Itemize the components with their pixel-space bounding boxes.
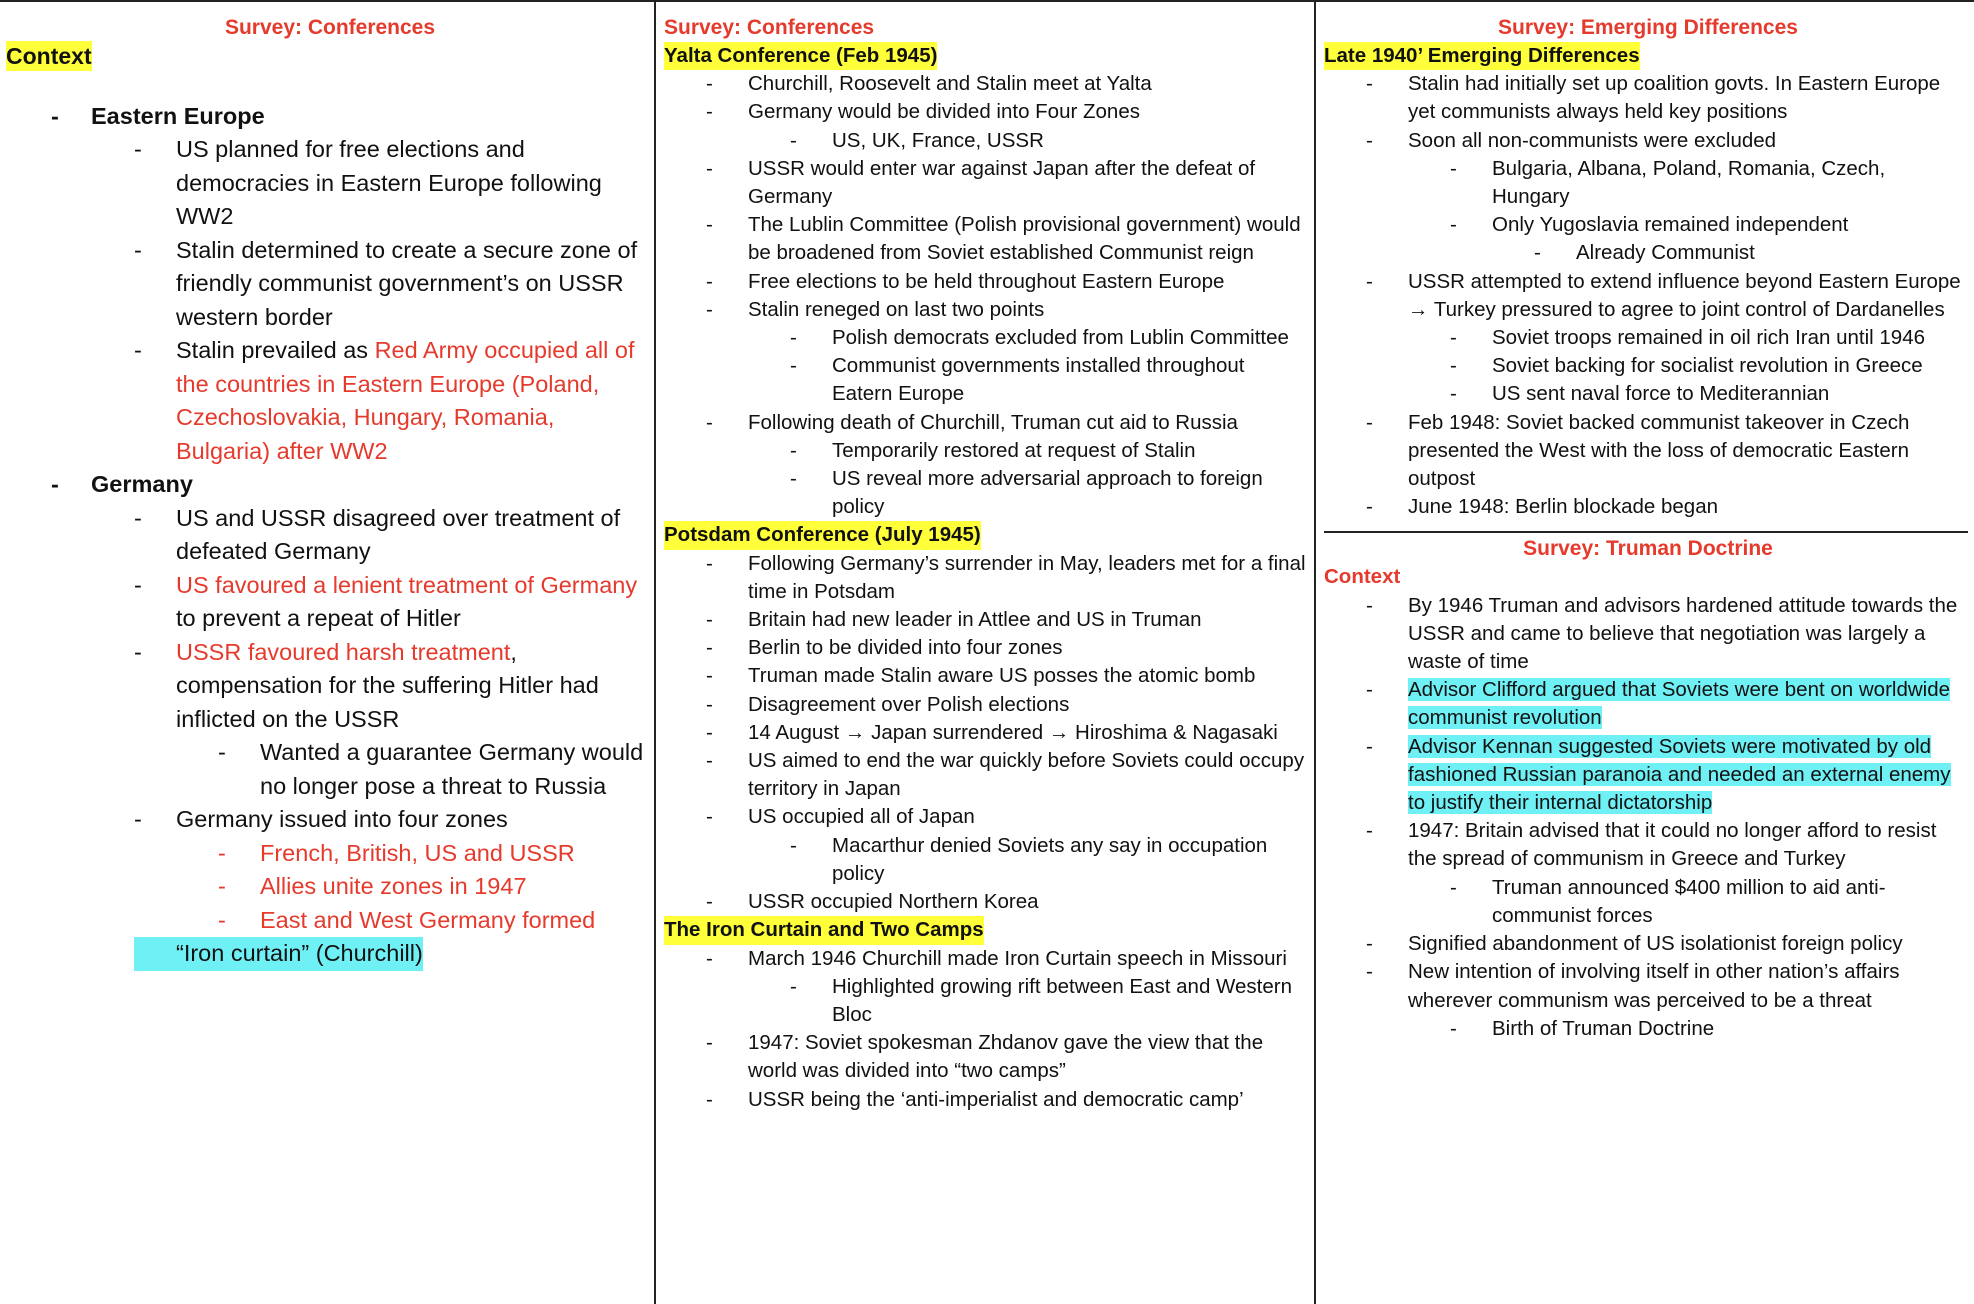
list-item: - US, UK, France, USSR	[664, 127, 1314, 155]
column-emerging-differences	[1316, 2, 1972, 1304]
bullet-list	[1324, 592, 1972, 1043]
list-item: - Truman announced $400 million to aid anti-communist forces	[1324, 874, 1972, 930]
list-item: - Polish democrats excluded from Lublin Committee	[664, 324, 1314, 352]
list-item: - 1947: Soviet spokesman Zhdanov gave the view that the world was divided into “two camps”	[664, 1029, 1314, 1085]
list-item: - Germany would be divided into Four Zones	[664, 98, 1314, 126]
list-item: - USSR would enter war against Japan after the defeat of Germany	[664, 155, 1314, 211]
list-item: - US reveal more adversarial approach to foreign policy	[664, 465, 1314, 521]
list-item: - Eastern Europe	[6, 100, 654, 134]
list-item: - Wanted a guarantee Germany would no longer pose a threat to Russia	[6, 736, 654, 803]
section-heading-yalta: Yalta Conference (Feb 1945)	[664, 42, 937, 70]
bullet-list	[664, 550, 1314, 917]
list-item: - US occupied all of Japan	[664, 803, 1314, 831]
list-item: - Allies unite zones in 1947	[6, 870, 654, 904]
bullet-list	[1324, 70, 1972, 521]
list-item: - USSR occupied Northern Korea	[664, 888, 1314, 916]
list-item: - Britain had new leader in Attlee and US in Truman	[664, 606, 1314, 634]
section-heading-context: Context	[1324, 565, 1401, 589]
list-item: - The Lublin Committee (Polish provisional government) would be broadened from Soviet established Communist reign	[664, 211, 1314, 267]
list-item: - Bulgaria, Albana, Poland, Romania, Czech, Hungary	[1324, 155, 1972, 211]
list-item: - Communist governments installed throughout Eatern Europe	[664, 352, 1314, 408]
list-item: - Feb 1948: Soviet backed communist takeover in Czech presented the West with the loss of democratic Eastern outpost	[1324, 409, 1972, 494]
list-item: - March 1946 Churchill made Iron Curtain speech in Missouri	[664, 945, 1314, 973]
list-item: - Soviet troops remained in oil rich Iran until 1946	[1324, 324, 1972, 352]
list-item: - US aimed to end the war quickly before Soviets could occupy territory in Japan	[664, 747, 1314, 803]
list-item: - Soviet backing for socialist revolution in Greece	[1324, 352, 1972, 380]
list-item: - Signified abandonment of US isolationist foreign policy	[1324, 930, 1972, 958]
list-item-highlighted: - Advisor Kennan suggested Soviets were motivated by old fashioned Russian paranoia and needed an external enemy to justify their internal dictatorship	[1324, 733, 1972, 818]
list-item: - By 1946 Truman and advisors hardened attitude towards the USSR and came to believe that negotiation was largely a waste of time	[1324, 592, 1972, 677]
list-item: - Only Yugoslavia remained independent	[1324, 211, 1972, 239]
list-item: - French, British, US and USSR	[6, 837, 654, 871]
list-item: - Berlin to be divided into four zones	[664, 634, 1314, 662]
section-divider	[1324, 531, 1968, 533]
section-heading-context: Context	[6, 43, 92, 69]
bullet-list	[664, 70, 1314, 521]
column-title: Survey: Emerging Differences	[1498, 16, 1798, 39]
section-heading-iron-curtain: The Iron Curtain and Two Camps	[664, 916, 984, 944]
column-title: Survey: Conferences	[664, 16, 875, 39]
list-item: - Stalin had initially set up coalition govts. In Eastern Europe yet communists always held key positions	[1324, 70, 1972, 126]
list-item: - Highlighted growing rift between East and Western Bloc	[664, 973, 1314, 1029]
column-title: Survey: Conferences	[224, 16, 436, 39]
list-item: - Truman made Stalin aware US posses the atomic bomb	[664, 662, 1314, 690]
list-item: - 1947: Britain advised that it could no longer afford to resist the spread of communism in Greece and Turkey	[1324, 817, 1972, 873]
list-item: - Churchill, Roosevelt and Stalin meet at Yalta	[664, 70, 1314, 98]
list-item: - Birth of Truman Doctrine	[1324, 1015, 1972, 1043]
list-item: - Germany issued into four zones	[6, 803, 654, 837]
list-item: - Disagreement over Polish elections	[664, 691, 1314, 719]
list-item: - USSR being the ‘anti-imperialist and democratic camp’	[664, 1086, 1314, 1114]
list-item: - USSR attempted to extend influence beyond Eastern Europe → Turkey pressured to agree to joint control of Dardanelles	[1324, 268, 1972, 324]
list-item: - Stalin reneged on last two points	[664, 296, 1314, 324]
list-item-highlighted: - “Iron curtain” (Churchill)	[134, 937, 654, 971]
list-item: - Temporarily restored at request of Stalin	[664, 437, 1314, 465]
list-item: - Following Germany’s surrender in May, leaders met for a final time in Potsdam	[664, 550, 1314, 606]
list-item: - Macarthur denied Soviets any say in occupation policy	[664, 832, 1314, 888]
list-item: - Stalin prevailed as Red Army occupied all of the countries in Eastern Europe (Poland, Czechoslovakia, Hungary, Romania, Bulgaria) after WW2	[6, 334, 654, 468]
list-item: - 14 August → Japan surrendered → Hiroshima & Nagasaki	[664, 719, 1314, 747]
list-item: - Soon all non-communists were excluded	[1324, 127, 1972, 155]
list-item: - New intention of involving itself in other nation’s affairs wherever communism was perceived to be a threat	[1324, 958, 1972, 1014]
list-item: - Already Communist	[1324, 239, 1972, 267]
list-item: - US favoured a lenient treatment of Germany to prevent a repeat of Hitler	[6, 569, 654, 636]
list-item: - US sent naval force to Mediterannian	[1324, 380, 1972, 408]
section-heading-emerging: Late 1940’ Emerging Differences	[1324, 42, 1640, 70]
list-item: - Germany	[6, 468, 654, 502]
list-item: - US planned for free elections and democracies in Eastern Europe following WW2	[6, 133, 654, 234]
section-heading-potsdam: Potsdam Conference (July 1945)	[664, 521, 981, 549]
list-item: - Following death of Churchill, Truman cut aid to Russia	[664, 409, 1314, 437]
section-title-truman: Survey: Truman Doctrine	[1523, 537, 1773, 561]
list-item: - Stalin determined to create a secure zone of friendly communist government’s on USSR western border	[6, 234, 654, 335]
list-item: - East and West Germany formed	[6, 904, 654, 938]
column-conferences	[656, 2, 1316, 1304]
list-item: - June 1948: Berlin blockade began	[1324, 493, 1972, 521]
column-context	[0, 2, 656, 1304]
list-item: - USSR favoured harsh treatment, compensation for the suffering Hitler had inflicted on the USSR	[6, 636, 654, 737]
list-item-highlighted: - Advisor Clifford argued that Soviets were bent on worldwide communist revolution	[1324, 676, 1972, 732]
list-item: - Free elections to be held throughout Eastern Europe	[664, 268, 1314, 296]
bullet-list	[664, 945, 1314, 1114]
list-item: - US and USSR disagreed over treatment of defeated Germany	[6, 502, 654, 569]
bullet-list	[6, 100, 654, 971]
